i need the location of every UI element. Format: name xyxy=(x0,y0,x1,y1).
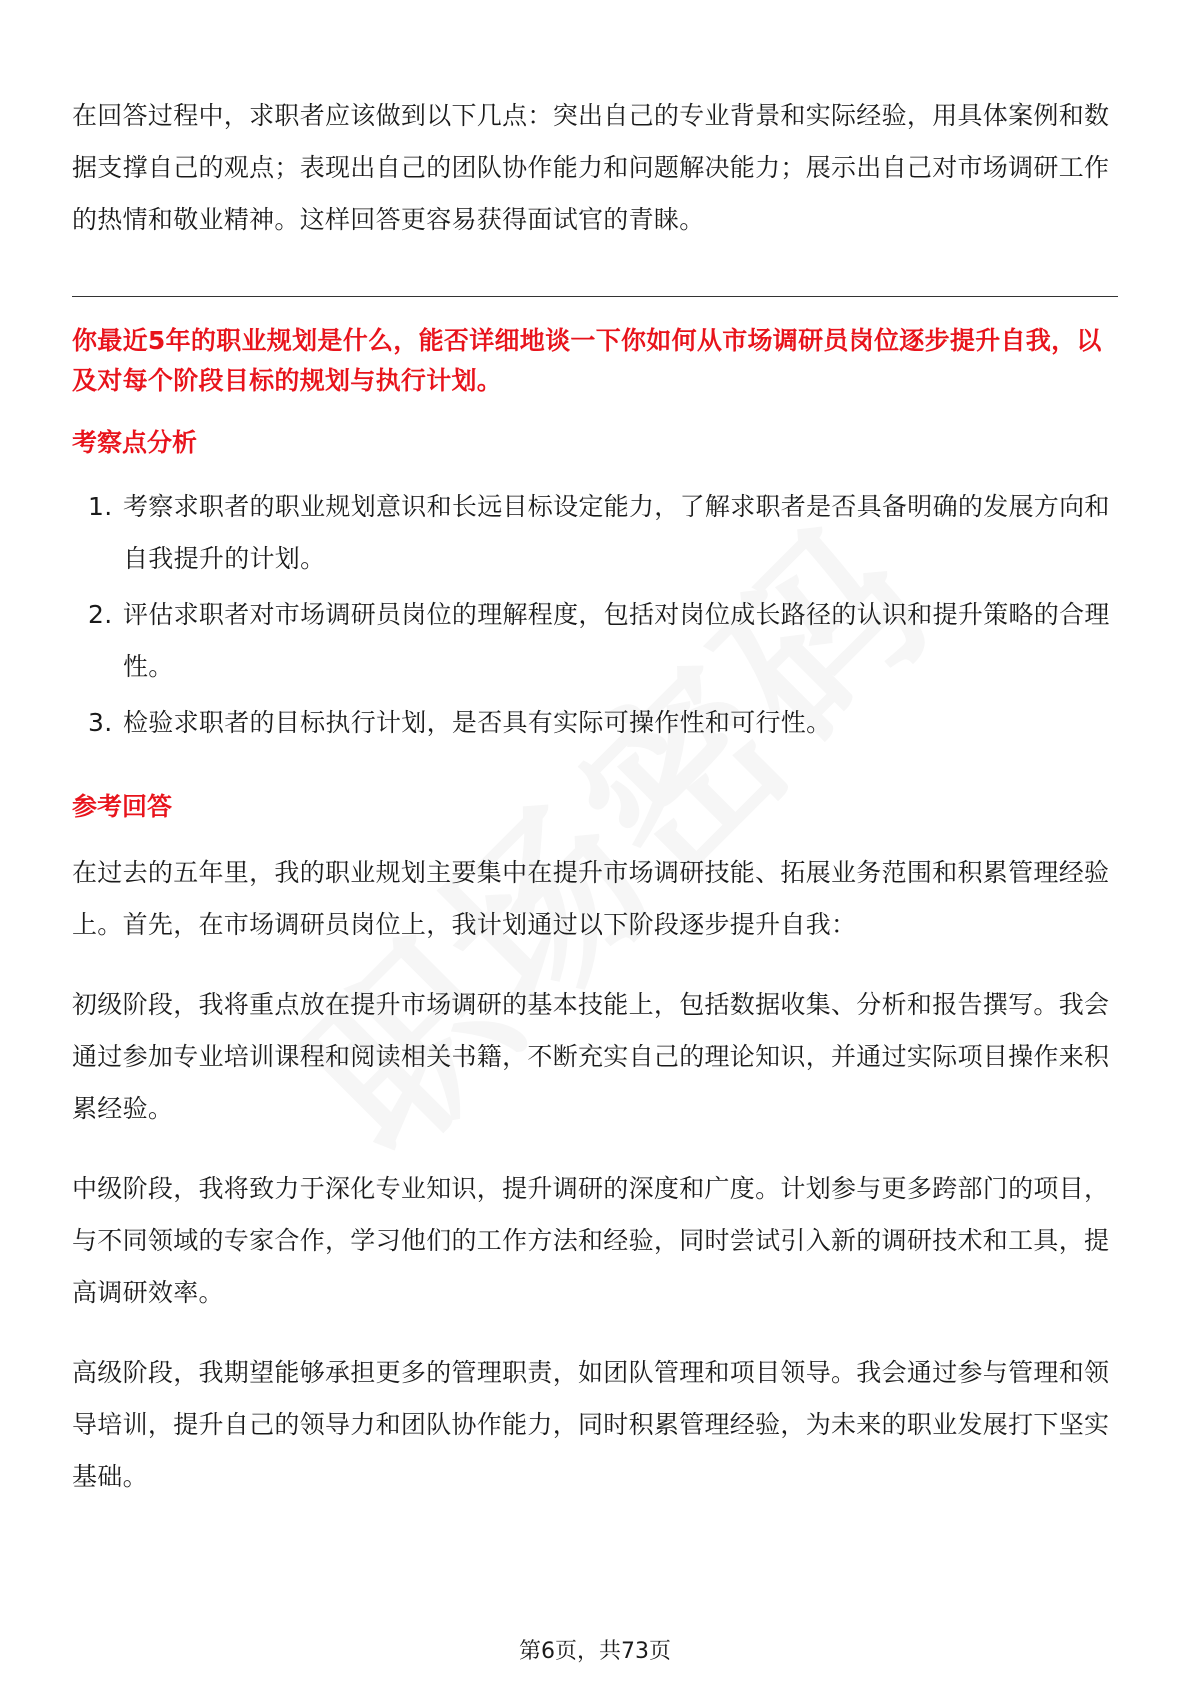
list-item-number: 2. xyxy=(88,600,113,629)
list-item-number: 1. xyxy=(88,492,113,521)
list-item xyxy=(72,589,1118,693)
interview-question: 你最近5年的职业规划是什么，能否详细地谈一下你如何从市场调研员岗位逐步提升自我，以及对每个阶段目标的规划与执行计划。 xyxy=(72,326,1102,395)
list-item-text: 考察求职者的职业规划意识和长远目标设定能力，了解求职者是否具备明确的发展方向和自我提升的计划。 xyxy=(123,492,1110,573)
answer-paragraph: 初级阶段，我将重点放在提升市场调研的基本技能上，包括数据收集、分析和报告撰写。我会通过参加专业培训课程和阅读相关书籍，不断充实自己的理论知识，并通过实际项目操作来积累经验。 xyxy=(72,990,1110,1123)
section-divider xyxy=(72,296,1118,297)
list-item xyxy=(72,697,1118,749)
list-item-text: 检验求职者的目标执行计划，是否具有实际可操作性和可行性。 xyxy=(123,708,832,737)
intro-paragraph: 在回答过程中，求职者应该做到以下几点：突出自己的专业背景和实际经验，用具体案例和数据支撑自己的观点；表现出自己的团队协作能力和问题解决能力；展示出自己对市场调研工作的热情和敬业精神。这样回答更容易获得面试官的青睐。 xyxy=(72,101,1110,234)
document-page xyxy=(72,90,1118,1503)
list-item xyxy=(72,481,1118,585)
answer-paragraph: 在过去的五年里，我的职业规划主要集中在提升市场调研技能、拓展业务范围和积累管理经验上。首先，在市场调研员岗位上，我计划通过以下阶段逐步提升自我： xyxy=(72,858,1110,939)
list-item-text: 评估求职者对市场调研员岗位的理解程度，包括对岗位成长路径的认识和提升策略的合理性。 xyxy=(123,600,1110,681)
answer-paragraph: 中级阶段，我将致力于深化专业知识，提升调研的深度和广度。计划参与更多跨部门的项目，与不同领域的专家合作，学习他们的工作方法和经验，同时尝试引入新的调研技术和工具，提高调研效率。 xyxy=(72,1174,1110,1307)
answer-heading: 参考回答 xyxy=(72,792,173,821)
answer-paragraph: 高级阶段，我期望能够承担更多的管理职责，如团队管理和项目领导。我会通过参与管理和领导培训，提升自己的领导力和团队协作能力，同时积累管理经验，为未来的职业发展打下坚实基础。 xyxy=(72,1358,1110,1491)
analysis-points-list xyxy=(72,481,1118,749)
list-item-number: 3. xyxy=(88,708,113,737)
analysis-heading: 考察点分析 xyxy=(72,428,198,457)
page-number-footer: 第6页，共73页 xyxy=(519,1639,671,1664)
